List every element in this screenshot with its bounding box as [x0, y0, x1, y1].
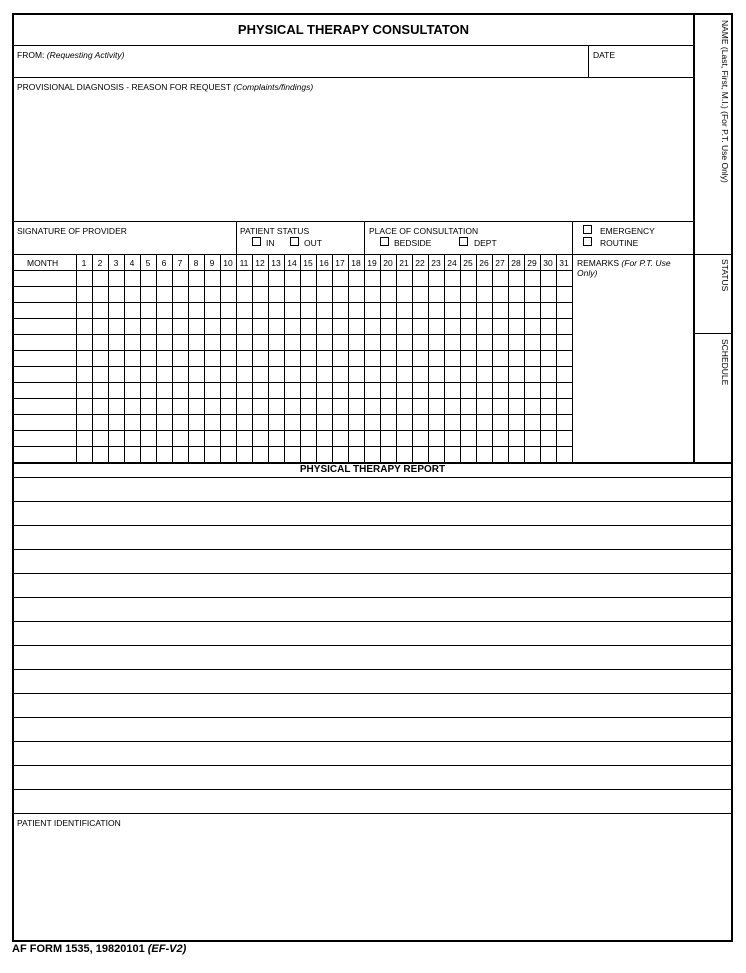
routine-checkbox[interactable]: [583, 237, 592, 246]
signature-label: SIGNATURE OF PROVIDER: [17, 226, 127, 236]
status-in-checkbox[interactable]: [252, 237, 261, 246]
day-header: 22: [415, 258, 425, 268]
day-header: 23: [431, 258, 441, 268]
report-line: [12, 573, 733, 574]
report-line: [12, 549, 733, 550]
day-header: 4: [129, 258, 135, 268]
divider: [12, 77, 693, 78]
day-header: 11: [239, 258, 249, 268]
remarks-label: REMARKS (For P.T. Use Only): [577, 258, 671, 278]
day-header: 15: [303, 258, 313, 268]
day-header: 21: [399, 258, 409, 268]
report-line: [12, 597, 733, 598]
day-header: 14: [287, 258, 297, 268]
day-header: 16: [319, 258, 329, 268]
diagnosis-field[interactable]: [14, 94, 692, 220]
day-header: 28: [511, 258, 521, 268]
report-line: [12, 741, 733, 742]
day-header: 17: [335, 258, 345, 268]
from-field[interactable]: [14, 62, 586, 77]
report-line: [12, 501, 733, 502]
place-label: PLACE OF CONSULTATION: [369, 226, 479, 236]
patient-id-field[interactable]: [14, 830, 731, 938]
day-header: 20: [383, 258, 393, 268]
name-field[interactable]: [695, 15, 731, 253]
schedule-sidebar-label: SCHEDULE: [720, 339, 730, 386]
day-header: 25: [463, 258, 473, 268]
date-label: DATE: [593, 50, 616, 60]
from-label: FROM: (Requesting Activity): [17, 50, 125, 60]
day-header: 6: [161, 258, 167, 268]
month-header: MONTH: [27, 258, 59, 268]
day-header: 19: [367, 258, 377, 268]
report-line: [12, 525, 733, 526]
day-header: 12: [255, 258, 265, 268]
report-line: [12, 621, 733, 622]
report-line: [12, 789, 733, 790]
day-header: 30: [543, 258, 553, 268]
report-line: [12, 477, 733, 478]
day-header: 24: [447, 258, 457, 268]
signature-field[interactable]: [14, 238, 235, 253]
form-title: PHYSICAL THERAPY CONSULTATON: [237, 22, 470, 37]
diagnosis-label: PROVISIONAL DIAGNOSIS - REASON FOR REQUEST (Complaints/findings): [17, 82, 314, 92]
date-field[interactable]: [590, 62, 692, 77]
report-line: [12, 645, 733, 646]
status-out-checkbox[interactable]: [290, 237, 299, 246]
report-line: [12, 765, 733, 766]
divider: [572, 221, 573, 254]
day-header: 3: [113, 258, 119, 268]
day-header: 2: [97, 258, 103, 268]
day-header: 1: [81, 258, 87, 268]
divider: [12, 45, 693, 46]
place-bedside-checkbox[interactable]: [380, 237, 389, 246]
divider: [236, 221, 237, 254]
place-dept-checkbox[interactable]: [459, 237, 468, 246]
day-header: 26: [479, 258, 489, 268]
divider: [588, 45, 589, 78]
day-header: 10: [223, 258, 233, 268]
day-header: 7: [177, 258, 183, 268]
remarks-field[interactable]: [574, 280, 692, 460]
day-header: 5: [145, 258, 151, 268]
day-header: 8: [193, 258, 199, 268]
place-bedside-label: BEDSIDE: [394, 238, 432, 248]
divider: [12, 254, 733, 255]
status-in-label: IN: [266, 238, 275, 248]
day-header: 29: [527, 258, 537, 268]
place-dept-label: DEPT: [474, 238, 497, 248]
report-line: [12, 813, 733, 814]
report-title: PHYSICAL THERAPY REPORT: [299, 464, 446, 475]
day-header: 27: [495, 258, 505, 268]
report-line: [12, 717, 733, 718]
routine-label: ROUTINE: [600, 238, 639, 248]
status-sidebar-label: STATUS: [720, 259, 730, 292]
day-header: 9: [209, 258, 215, 268]
report-line: [12, 693, 733, 694]
report-line: [12, 669, 733, 670]
form-footer: AF FORM 1535, 19820101 (EF-V2): [12, 943, 187, 955]
divider: [572, 254, 573, 462]
patient-status-label: PATIENT STATUS: [240, 226, 310, 236]
day-header: 18: [351, 258, 361, 268]
divider: [364, 221, 365, 254]
emergency-label: EMERGENCY: [600, 226, 655, 236]
patient-id-label: PATIENT IDENTIFICATION: [17, 818, 121, 828]
divider: [693, 333, 733, 334]
name-sidebar-label: NAME (Last, First, M.I.) (For P.T. Use Only): [720, 20, 730, 183]
divider: [12, 221, 693, 222]
status-out-label: OUT: [304, 238, 322, 248]
emergency-checkbox[interactable]: [583, 225, 592, 234]
day-header: 31: [559, 258, 569, 268]
day-header: 13: [271, 258, 281, 268]
